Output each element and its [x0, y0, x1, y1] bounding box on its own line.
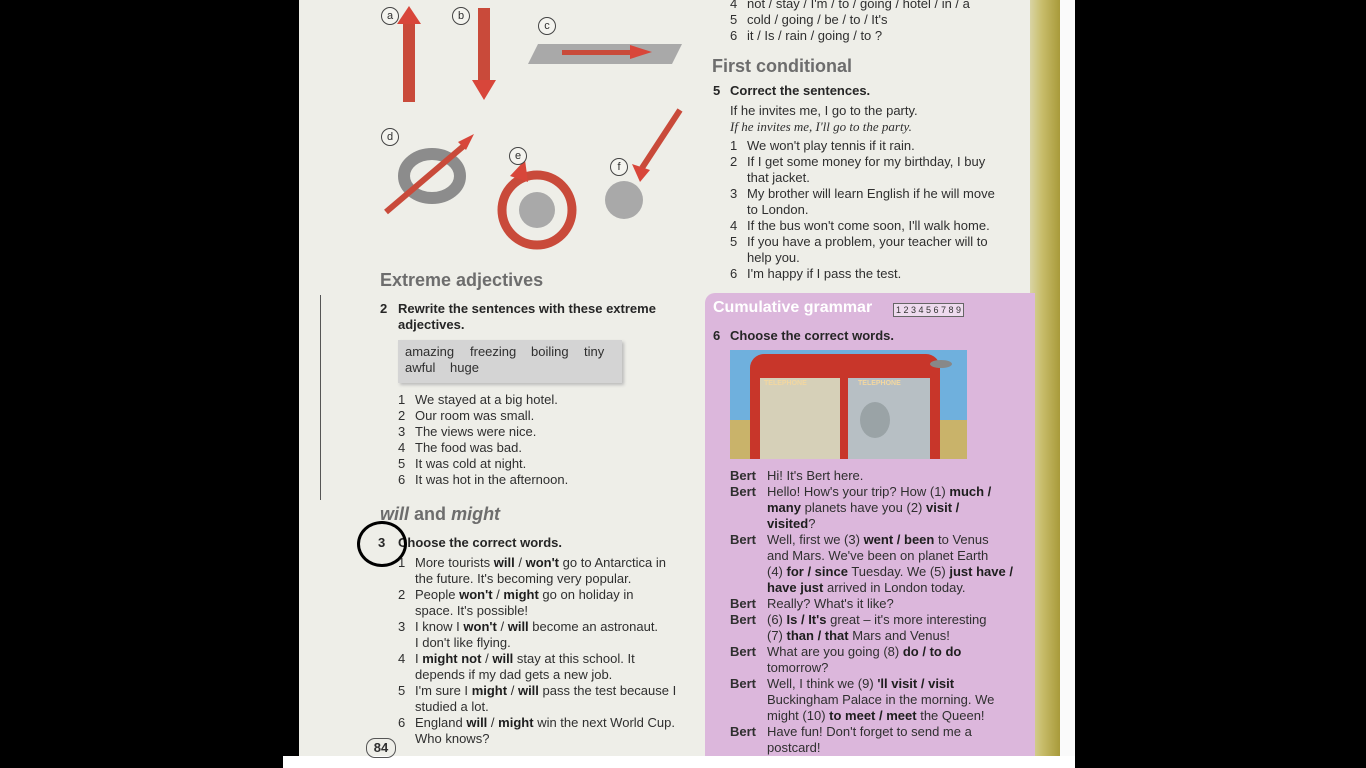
dialogue-line: Really? What's it like?: [767, 596, 894, 611]
margin-line: [320, 295, 321, 500]
label-d: d: [381, 128, 399, 146]
list-item: 5 If you have a problem, your teacher will to: [730, 234, 988, 249]
exercise-number: 5: [713, 83, 721, 98]
dialogue-line: Well, I think we (9) 'll visit / visit: [767, 676, 955, 691]
booth-sign: TELEPHONE: [764, 380, 807, 387]
section-heading: First conditional: [712, 56, 853, 76]
label-f: f: [610, 158, 628, 176]
list-item: 6 I'm happy if I pass the test.: [730, 266, 902, 281]
list-item: 4 I might not / will stay at this school. It: [398, 651, 635, 666]
arrow-f-shaft: [642, 110, 680, 168]
list-item: 6 It was hot in the afternoon.: [398, 472, 569, 487]
page-number: 84: [366, 738, 396, 758]
ufo: [930, 360, 952, 368]
list-item: 6 it / Is / rain / going / to ?: [730, 28, 883, 43]
list-item: 6 England will / might win the next World Cup.: [398, 715, 675, 730]
word: huge: [450, 360, 479, 375]
dialogue-line: and Mars. We've been on planet Earth: [767, 548, 989, 563]
page-border: [1060, 0, 1075, 756]
prepositions-diagram: [370, 0, 700, 265]
list-item: 2 Our room was small.: [398, 408, 535, 423]
bottom-border: [283, 756, 1075, 768]
example-answer: If he invites me, I'll go to the party.: [730, 119, 912, 134]
booth-window: [760, 378, 840, 459]
unit-indicator: 1 2 3 4 5 6 7 8 9: [893, 303, 964, 317]
exercise-instruction: adjectives.: [398, 317, 465, 332]
arrow-a-head: [397, 6, 421, 24]
list-item: 1 We won't play tennis if it rain.: [730, 138, 915, 153]
label-b: b: [452, 7, 470, 25]
list-item: 5 It was cold at night.: [398, 456, 527, 471]
dialogue-line: Well, first we (3) went / been to Venus: [767, 532, 989, 547]
list-item: 4 not / stay / I'm / to / going / hotel / in / a: [730, 0, 970, 11]
speaker-name: Bert: [730, 724, 757, 739]
list-item-cont: the future. It's becoming very popular.: [415, 571, 632, 586]
list-item: that jacket.: [747, 170, 810, 185]
list-item: 2 People won't / might go on holiday in: [398, 587, 634, 602]
arrow-b-shaft: [478, 8, 490, 84]
list-item-cont: depends if my dad gets a new job.: [415, 667, 613, 682]
speaker-name: Bert: [730, 596, 757, 611]
list-item: 4 The food was bad.: [398, 440, 522, 455]
word: tiny: [584, 344, 605, 359]
exercise-instruction: Correct the sentences.: [730, 83, 871, 98]
speaker-name: Bert: [730, 644, 757, 659]
arrow-c-shaft: [562, 50, 632, 55]
dialogue-line: many planets have you (2) visit /: [767, 500, 960, 515]
word: boiling: [531, 344, 569, 359]
list-item: 5 I'm sure I might / will pass the test because I: [398, 683, 677, 698]
speaker-name: Bert: [730, 532, 757, 547]
word: amazing: [405, 344, 455, 359]
word-box: [398, 340, 622, 383]
exercise-number: 2: [380, 301, 388, 316]
label-c: c: [538, 17, 556, 35]
list-item-cont: I don't like flying.: [415, 635, 511, 650]
list-item: help you.: [747, 250, 800, 265]
dialogue-line: (7) than / that Mars and Venus!: [767, 628, 950, 643]
dialogue-line: (6) Is / It's great – it's more interesting: [767, 612, 987, 627]
list-item: 1 More tourists will / won't go to Antarctica in: [398, 555, 666, 570]
arrow-b-head: [472, 80, 496, 100]
exercise-instruction: Choose the correct words.: [730, 328, 894, 343]
arrow-a-shaft: [403, 20, 415, 102]
dialogue-line: tomorrow?: [767, 660, 829, 675]
speaker-name: Bert: [730, 484, 757, 499]
list-item-cont: space. It's possible!: [415, 603, 529, 618]
speaker-name: Bert: [730, 676, 757, 691]
list-item: 3 I know I won't / will become an astronaut.: [398, 619, 659, 634]
word: awful: [405, 360, 436, 375]
label-e: e: [509, 147, 527, 165]
dialogue-line: (4) for / since Tuesday. We (5) just have /: [767, 564, 1013, 579]
exercise-number: 3: [378, 535, 386, 550]
list-item-cont: studied a lot.: [415, 699, 489, 714]
dialogue-line: visited?: [767, 516, 816, 531]
dialogue-line: might (10) to meet / meet the Queen!: [767, 708, 985, 723]
dialogue-line: have just arrived in London today.: [767, 580, 966, 595]
alien: [860, 402, 890, 438]
list-item-cont: Who knows?: [415, 731, 490, 746]
ball-f: [605, 181, 643, 219]
dialogue-line: Buckingham Palace in the morning. We: [767, 692, 995, 707]
label-a: a: [381, 7, 399, 25]
booth-sign: TELEPHONE: [858, 380, 901, 387]
word: freezing: [470, 344, 517, 359]
section-heading: will and might: [380, 504, 501, 524]
list-item: to London.: [747, 202, 809, 217]
list-item: 2 If I get some money for my birthday, I buy: [730, 154, 986, 169]
list-item: 1 We stayed at a big hotel.: [398, 392, 558, 407]
exercise-instruction: Rewrite the sentences with these extreme: [398, 301, 656, 316]
dialogue-line: Have fun! Don't forget to send me a: [767, 724, 972, 739]
dialogue-line: Hello! How's your trip? How (1) much /: [767, 484, 992, 499]
section-heading: Cumulative grammar: [713, 299, 873, 316]
list-item: 4 If the bus won't come soon, I'll walk home.: [730, 218, 990, 233]
exercise-instruction: Choose the correct words.: [398, 535, 562, 550]
exercise-number: 6: [713, 328, 721, 343]
list-item: 3 The views were nice.: [398, 424, 537, 439]
speaker-name: Bert: [730, 612, 757, 627]
speaker-name: Bert: [730, 468, 757, 483]
list-item: 3 My brother will learn English if he will move: [730, 186, 995, 201]
ball-e: [519, 192, 555, 228]
example: If he invites me, I go to the party.: [730, 103, 918, 118]
dialogue-line: postcard!: [767, 740, 821, 755]
dialogue-line: What are you going (8) do / to do: [767, 644, 962, 659]
section-heading: Extreme adjectives: [380, 270, 544, 290]
dialogue-line: Hi! It's Bert here.: [767, 468, 864, 483]
alien-illustration: [730, 350, 967, 459]
list-item: 5 cold / going / be / to / It's: [730, 12, 888, 27]
